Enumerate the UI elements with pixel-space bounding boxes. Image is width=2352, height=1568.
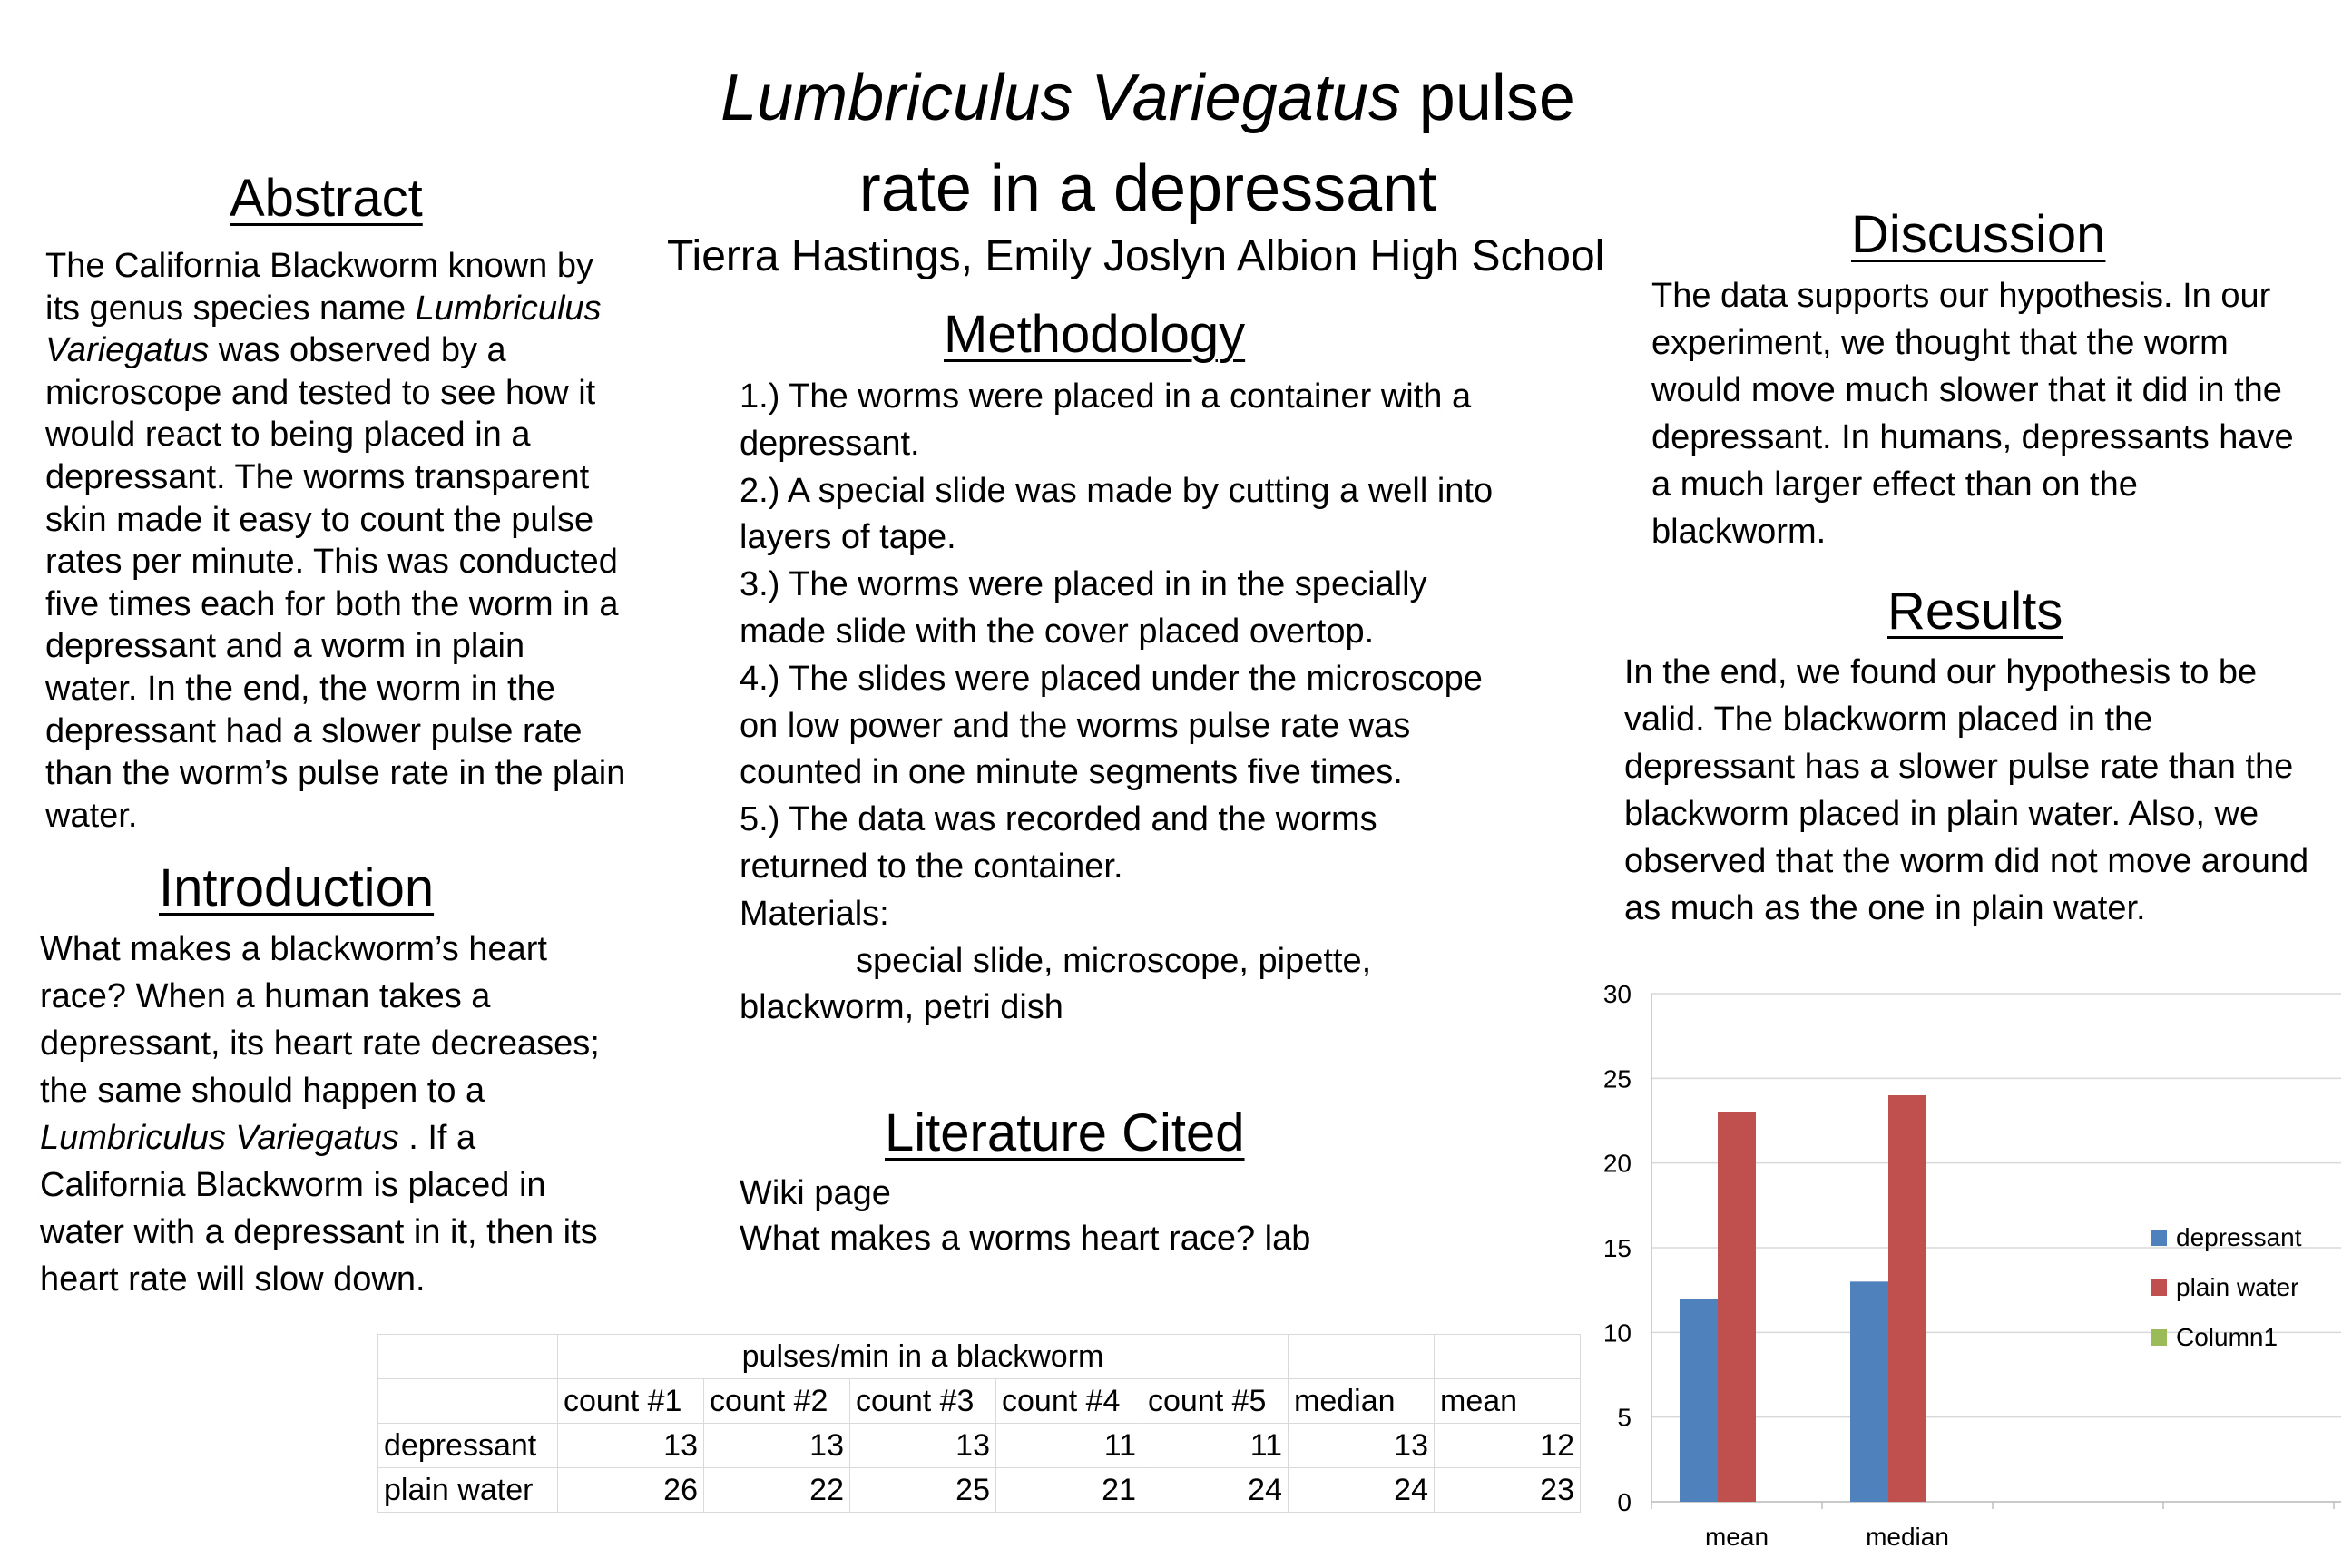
bar — [1888, 1095, 1926, 1502]
bar — [1718, 1112, 1756, 1502]
discussion-text: The data supports our hypothesis. In our experiment, we thought that the worm would move much slower that it did in the depressant. In humans, depressants have a much larger effect than on the blackworm. — [1651, 277, 2294, 551]
table-header: count #3 — [850, 1379, 996, 1424]
y-tick-label: 30 — [1602, 980, 1632, 1008]
row-label: plain water — [378, 1468, 558, 1513]
pulse-data-table — [377, 1334, 1581, 1513]
methodology-step: 1.) The worms were placed in a container with a depressant. — [740, 377, 1472, 463]
results-heading: Results — [1887, 582, 2063, 641]
row-label: depressant — [378, 1424, 558, 1468]
literature-heading: Literature Cited — [885, 1103, 1245, 1162]
table-cell — [378, 1379, 558, 1424]
table-cell: 22 — [704, 1468, 850, 1513]
table-cell: 11 — [1142, 1424, 1289, 1468]
title-line1-rest: pulse — [1400, 62, 1575, 134]
y-tick-label: 20 — [1602, 1149, 1632, 1178]
legend-label: plain water — [2176, 1273, 2299, 1301]
y-tick-label: 25 — [1602, 1064, 1632, 1093]
bar — [1680, 1298, 1718, 1502]
legend-label: Column1 — [2176, 1323, 2278, 1351]
table-header: count #1 — [558, 1379, 704, 1424]
methodology-step: 3.) The worms were placed in in the specially made slide with the cover placed overtop. — [740, 565, 1427, 651]
abstract-species: Lumbriculus Variegatus — [45, 289, 602, 370]
y-tick-label: 10 — [1602, 1318, 1632, 1348]
table-header: count #5 — [1142, 1379, 1289, 1424]
methodology-list — [740, 374, 1502, 1032]
y-tick-label: 5 — [1617, 1403, 1632, 1432]
bar — [1850, 1281, 1888, 1502]
abstract-text-part2: was observed by a microscope and tested to see how it would react to being placed in a depressant. The worms transparent skin made it easy to count the pulse rates per minute. This was conducted five times each for both the worm in a depressant and a worm in plain water. In the end, the worm in the depressant had a slower pulse rate than the worm’s pulse rate in the plain water. — [45, 331, 626, 835]
legend-swatch — [2151, 1230, 2167, 1246]
table-cell — [378, 1335, 558, 1379]
poster-title — [617, 53, 1679, 234]
methodology-step: 5.) The data was recorded and the worms returned to the container. — [740, 800, 1377, 886]
literature-item: What makes a worms heart race? lab — [740, 1220, 1311, 1258]
literature-item: Wiki page — [740, 1174, 891, 1212]
table-row — [378, 1468, 1581, 1513]
methodology-heading: Methodology — [944, 305, 1246, 364]
table-cell: 24 — [1289, 1468, 1435, 1513]
x-tick-label: mean — [1704, 1523, 1769, 1551]
table-caption-row — [378, 1335, 1581, 1379]
abstract-text-part1: The California Blackworm known by its genus species name — [45, 247, 594, 328]
abstract-heading: Abstract — [230, 169, 423, 228]
table-cell: 21 — [996, 1468, 1142, 1513]
legend-label: depressant — [2176, 1223, 2302, 1251]
authors: Tierra Hastings, Emily Joslyn Albion High School — [667, 232, 1605, 280]
table-cell: 24 — [1142, 1468, 1289, 1513]
table-header: count #4 — [996, 1379, 1142, 1424]
table-cell: 25 — [850, 1468, 996, 1513]
x-tick-label: median — [1866, 1523, 1949, 1551]
materials-text: special slide, microscope, pipette, blackworm, petri dish — [740, 941, 1372, 1027]
table-cell — [1435, 1335, 1581, 1379]
table-cell: 13 — [558, 1424, 704, 1468]
discussion-heading: Discussion — [1851, 205, 2106, 264]
table-row — [378, 1424, 1581, 1468]
methodology-step: 4.) The slides were placed under the microscope on low power and the worms pulse rate was counted in one minute segments five times. — [740, 659, 1483, 792]
literature-list — [740, 1171, 1502, 1261]
results-text: In the end, we found our hypothesis to be valid. The blackworm placed in the depressant has a slower pulse rate than the blackworm placed in plain water. Also, we observed that the worm did not move around as much as the one in plain water. — [1624, 653, 2309, 927]
table-cell: 13 — [850, 1424, 996, 1468]
table-cell: 12 — [1435, 1424, 1581, 1468]
materials-label: Materials: — [740, 894, 889, 933]
introduction-species: Lumbriculus Variegatus — [40, 1119, 399, 1157]
introduction-text-part1: What makes a blackworm’s heart race? When a human takes a depressant, its heart rate decreases; the same should happen to a — [40, 930, 600, 1110]
table-header: mean — [1435, 1379, 1581, 1424]
table-header-row — [378, 1379, 1581, 1424]
table-header: median — [1289, 1379, 1435, 1424]
y-tick-label: 0 — [1617, 1488, 1632, 1516]
introduction-heading: Introduction — [159, 858, 435, 917]
introduction-text — [40, 926, 603, 1303]
table-header: count #2 — [704, 1379, 850, 1424]
table-cell: 26 — [558, 1468, 704, 1513]
legend-swatch — [2151, 1279, 2167, 1296]
y-tick-label: 15 — [1602, 1234, 1632, 1262]
legend-swatch — [2151, 1329, 2167, 1346]
table-cell: 13 — [704, 1424, 850, 1468]
table-cell: 13 — [1289, 1424, 1435, 1468]
methodology-step: 2.) A special slide was made by cutting a well into layers of tape. — [740, 471, 1494, 557]
table-cell: 11 — [996, 1424, 1142, 1468]
pulse-bar-chart — [1579, 966, 2350, 1565]
introduction-text-part2: . If a California Blackworm is placed in water with a depressant in it, then its heart rate will slow down. — [40, 1119, 598, 1298]
title-line2: rate in a depressant — [858, 152, 1437, 225]
title-species: Lumbriculus Variegatus — [720, 62, 1401, 134]
table-cell — [1289, 1335, 1435, 1379]
abstract-text — [45, 245, 626, 837]
table-caption: pulses/min in a blackworm — [558, 1335, 1289, 1379]
table-cell: 23 — [1435, 1468, 1581, 1513]
